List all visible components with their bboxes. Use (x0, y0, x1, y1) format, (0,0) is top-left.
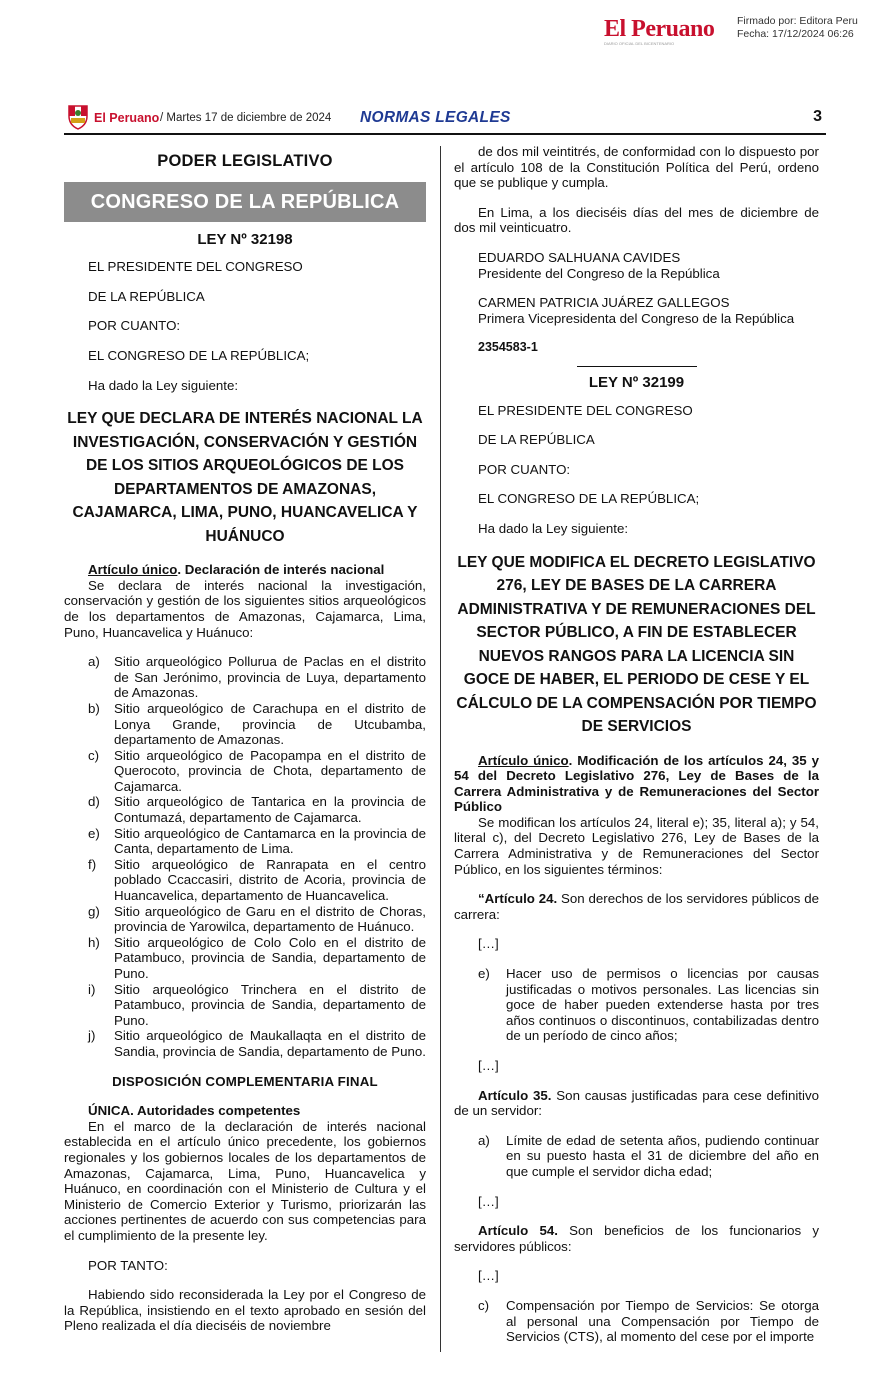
list-item: c) Sitio arqueológico de Pacopampa en el distrito de Querocoto, provincia de Chota, departamento de Cajamarca. (88, 747, 426, 794)
list-item: d) Sitio arqueológico de Tantarica en la provincia de Contumazá, departamento de Cajamarca. (88, 794, 426, 826)
list-item: f) Sitio arqueológico de Ranrapata en el centro poblado Ccaccasiri, distrito de Acoria, provincia de Huancavelica, departamento de Huancavelica. (88, 856, 426, 904)
ellipsis: […] (478, 936, 499, 952)
por-cuanto: POR CUANTO: (478, 461, 571, 477)
ley-number: LEY Nº 32198 (197, 230, 293, 248)
left-column (64, 148, 426, 1334)
lima-date: En Lima, a los dieciséis días del mes de diciembre de dos mil veinticuatro. (454, 204, 819, 236)
signatory-role: Primera Vicepresidenta del Congreso de la República (478, 310, 795, 326)
presidente-line: EL PRESIDENTE DEL CONGRESO (88, 259, 303, 275)
law-title: LEY QUE MODIFICA EL DECRETO LEGISLATIVO 276, LEY DE BASES DE LA CARRERA ADMINISTRATIVA Y DE REMUNERACIONES DEL SECTOR PÚBLICO, A FIN DE ESTABLECER NUEVOS RANGOS PARA LA LICENCIA SIN GOCE DE HABER, EL PERIODO DE CESE Y EL CÁLCULO DE LA COMPENSACIÓN POR TIEMPO DE SERVICIOS (456, 553, 817, 735)
article-label: Artículo único (478, 752, 569, 768)
list-item: a) Límite de edad de setenta años, pudiendo continuar en su puesto hasta el 31 de diciembre del año en que cumple el servidor dicha edad; (478, 1132, 819, 1179)
page-header (64, 104, 826, 132)
por-tanto: POR TANTO: (88, 1257, 168, 1273)
section-poder-legislativo: PODER LEGISLATIVO (157, 152, 333, 170)
right-column (454, 144, 819, 1345)
unica-text: En el marco de la declaración de interés nacional establecida en el artículo único precedente, los gobiernos regionales y los gobiernos locales de los departamentos de Amazonas, Cajamarca, Lima, Puno, Huancavelica y Huánuco, en coordinación con el Ministerio de Cultura y el Ministerio de Comercio Exterior y Turismo, priorizarán las acciones pertinentes de acuerdo con sus competencias para el cumplimiento de la presente ley. (64, 1118, 426, 1243)
disposicion-heading: DISPOSICIÓN COMPLEMENTARIA FINAL (112, 1073, 378, 1089)
signatory-2 (478, 295, 819, 326)
el-peruano-signature-logo: El Peruano DIARIO OFICIAL DEL BICENTENARIO (604, 16, 715, 46)
ley-number: LEY Nº 32199 (588, 373, 685, 391)
article-heading (454, 753, 819, 815)
list-item: e) Sitio arqueológico de Cantamarca en la provincia de Canta, departamento de Lima. (88, 825, 426, 857)
law-title: LEY QUE DECLARA DE INTERÉS NACIONAL LA INVESTIGACIÓN, CONSERVACIÓN Y GESTIÓN DE LOS SITIOS ARQUEOLÓGICOS DE LOS DEPARTAMENTOS DE AMAZONAS, CAJAMARCA, LIMA, PUNO, HUANCAVELICA Y HUÁNUCO (67, 410, 423, 545)
column-divider (440, 146, 441, 1352)
separator-rule (577, 366, 697, 367)
article-24: “Artículo 24. Son derechos de los servidores públicos de carrera: (454, 891, 820, 922)
signatory-1 (478, 250, 819, 281)
list-item: h) Sitio arqueológico de Colo Colo en el distrito de Patambuco, provincia de Sandia, departamento de Puno. (88, 934, 426, 981)
article-label: Artículo único (88, 562, 178, 578)
signature-date: Fecha: 17/12/2024 06:26 (737, 28, 854, 40)
list-item: j) Sitio arqueológico de Maukallaqta en el distrito de Sandia, provincia de Sandia, departamento de Puno. (88, 1028, 426, 1059)
ellipsis: […] (478, 1193, 499, 1209)
signatory-name: EDUARDO SALHUANA CAVIDES (478, 249, 681, 265)
sites-list (64, 654, 426, 1059)
signature-info (737, 15, 858, 41)
unica-heading: ÚNICA. Autoridades competentes (88, 1103, 301, 1119)
signed-by: Firmado por: Editora Peru (737, 15, 858, 27)
article-text: Se declara de interés nacional la investigación, conservación y gestión de los siguientes sitios arqueológicos de los departamentos de Amazonas, Cajamarca, Lima, Puno, Huancavelica y Huánuco: (64, 577, 426, 640)
signatory-name: CARMEN PATRICIA JUÁREZ GALLEGOS (478, 295, 730, 311)
republica-line: DE LA REPÚBLICA (88, 288, 205, 304)
ellipsis: […] (478, 1268, 499, 1284)
final-paragraph: Habiendo sido reconsiderada la Ley por el Congreso de la República, insistiendo en el texto aprobado en sesión del Pleno realizada el día dieciséis de noviembre (64, 1287, 426, 1334)
national-crest-icon (66, 104, 90, 130)
list-item: i) Sitio arqueológico Trinchera en el distrito de Patambuco, provincia de Sandia, departamento de Puno. (88, 981, 426, 1028)
list-item: b) Sitio arqueológico de Carachupa en el distrito de Lonya Grande, provincia de Utcubamba, departamento de Amazonas. (88, 700, 426, 748)
list-item: g) Sitio arqueológico de Garu en el distrito de Choras, provincia de Yarowilca, departamento de Huánuco. (88, 903, 426, 935)
article-35: Artículo 35. Son causas justificadas para cese definitivo de un servidor: (454, 1087, 819, 1119)
list-item: a) Sitio arqueológico Pollurua de Paclas en el distrito de San Jerónimo, provincia de Luya, departamento de Amazonas. (88, 654, 426, 701)
ha-dado: Ha dado la Ley siguiente: (478, 520, 629, 536)
header-section: NORMAS LEGALES (360, 109, 511, 126)
article-heading-text: . Modificación de los artículos 24, 35 y 54 del Decreto Legislativo 276, Ley de Bases de la Carrera Administrativa y de Remuneraciones del Sector Público (454, 752, 819, 815)
article-54: Artículo 54. Son beneficios de los funcionarios y servidores públicos: (454, 1223, 819, 1254)
presidente-line: EL PRESIDENTE DEL CONGRESO (478, 402, 693, 418)
congreso-banner: CONGRESO DE LA REPÚBLICA (64, 182, 426, 222)
republica-line: DE LA REPÚBLICA (478, 432, 595, 448)
article-heading-text: . Declaración de interés nacional (177, 562, 385, 578)
ha-dado: Ha dado la Ley siguiente: (88, 377, 239, 393)
publication-code: 2354583-1 (478, 340, 538, 355)
page-number: 3 (813, 108, 822, 125)
congreso-line: EL CONGRESO DE LA REPÚBLICA; (88, 347, 310, 363)
congreso-line: EL CONGRESO DE LA REPÚBLICA; (478, 491, 700, 507)
header-date: / Martes 17 de diciembre de 2024 (160, 112, 332, 124)
article-heading (64, 562, 426, 578)
header-rule (64, 133, 826, 135)
header-paper-name: El Peruano (94, 111, 160, 125)
signatory-role: Presidente del Congreso de la República (478, 265, 720, 281)
por-cuanto: POR CUANTO: (88, 318, 181, 334)
continuation-text: de dos mil veintitrés, de conformidad con lo dispuesto por el artículo 108 de la Constitución Política del Perú, ordeno que se publique y cumpla. (454, 144, 819, 191)
article-text: Se modifican los artículos 24, literal e); 35, literal a); y 54, literal c), del Decreto Legislativo 276, Ley de Bases de la Carrera Administrativa y de Remuneraciones del Sector Público, en los siguientes términos: (454, 814, 819, 877)
list-item: c) Compensación por Tiempo de Servicios: Se otorga al personal una Compensación por Tiempo de Servicios (CTS), al momento del cese por el importe (478, 1297, 819, 1345)
list-item: e) Hacer uso de permisos o licencias por causas justificadas o motivos personales. Las licencias sin goce de haber pueden extenderse hasta por tres años continuos o discontinuos, contabilizadas dentro de un período de cinco años; (478, 966, 819, 1044)
ellipsis: […] (478, 1058, 499, 1073)
